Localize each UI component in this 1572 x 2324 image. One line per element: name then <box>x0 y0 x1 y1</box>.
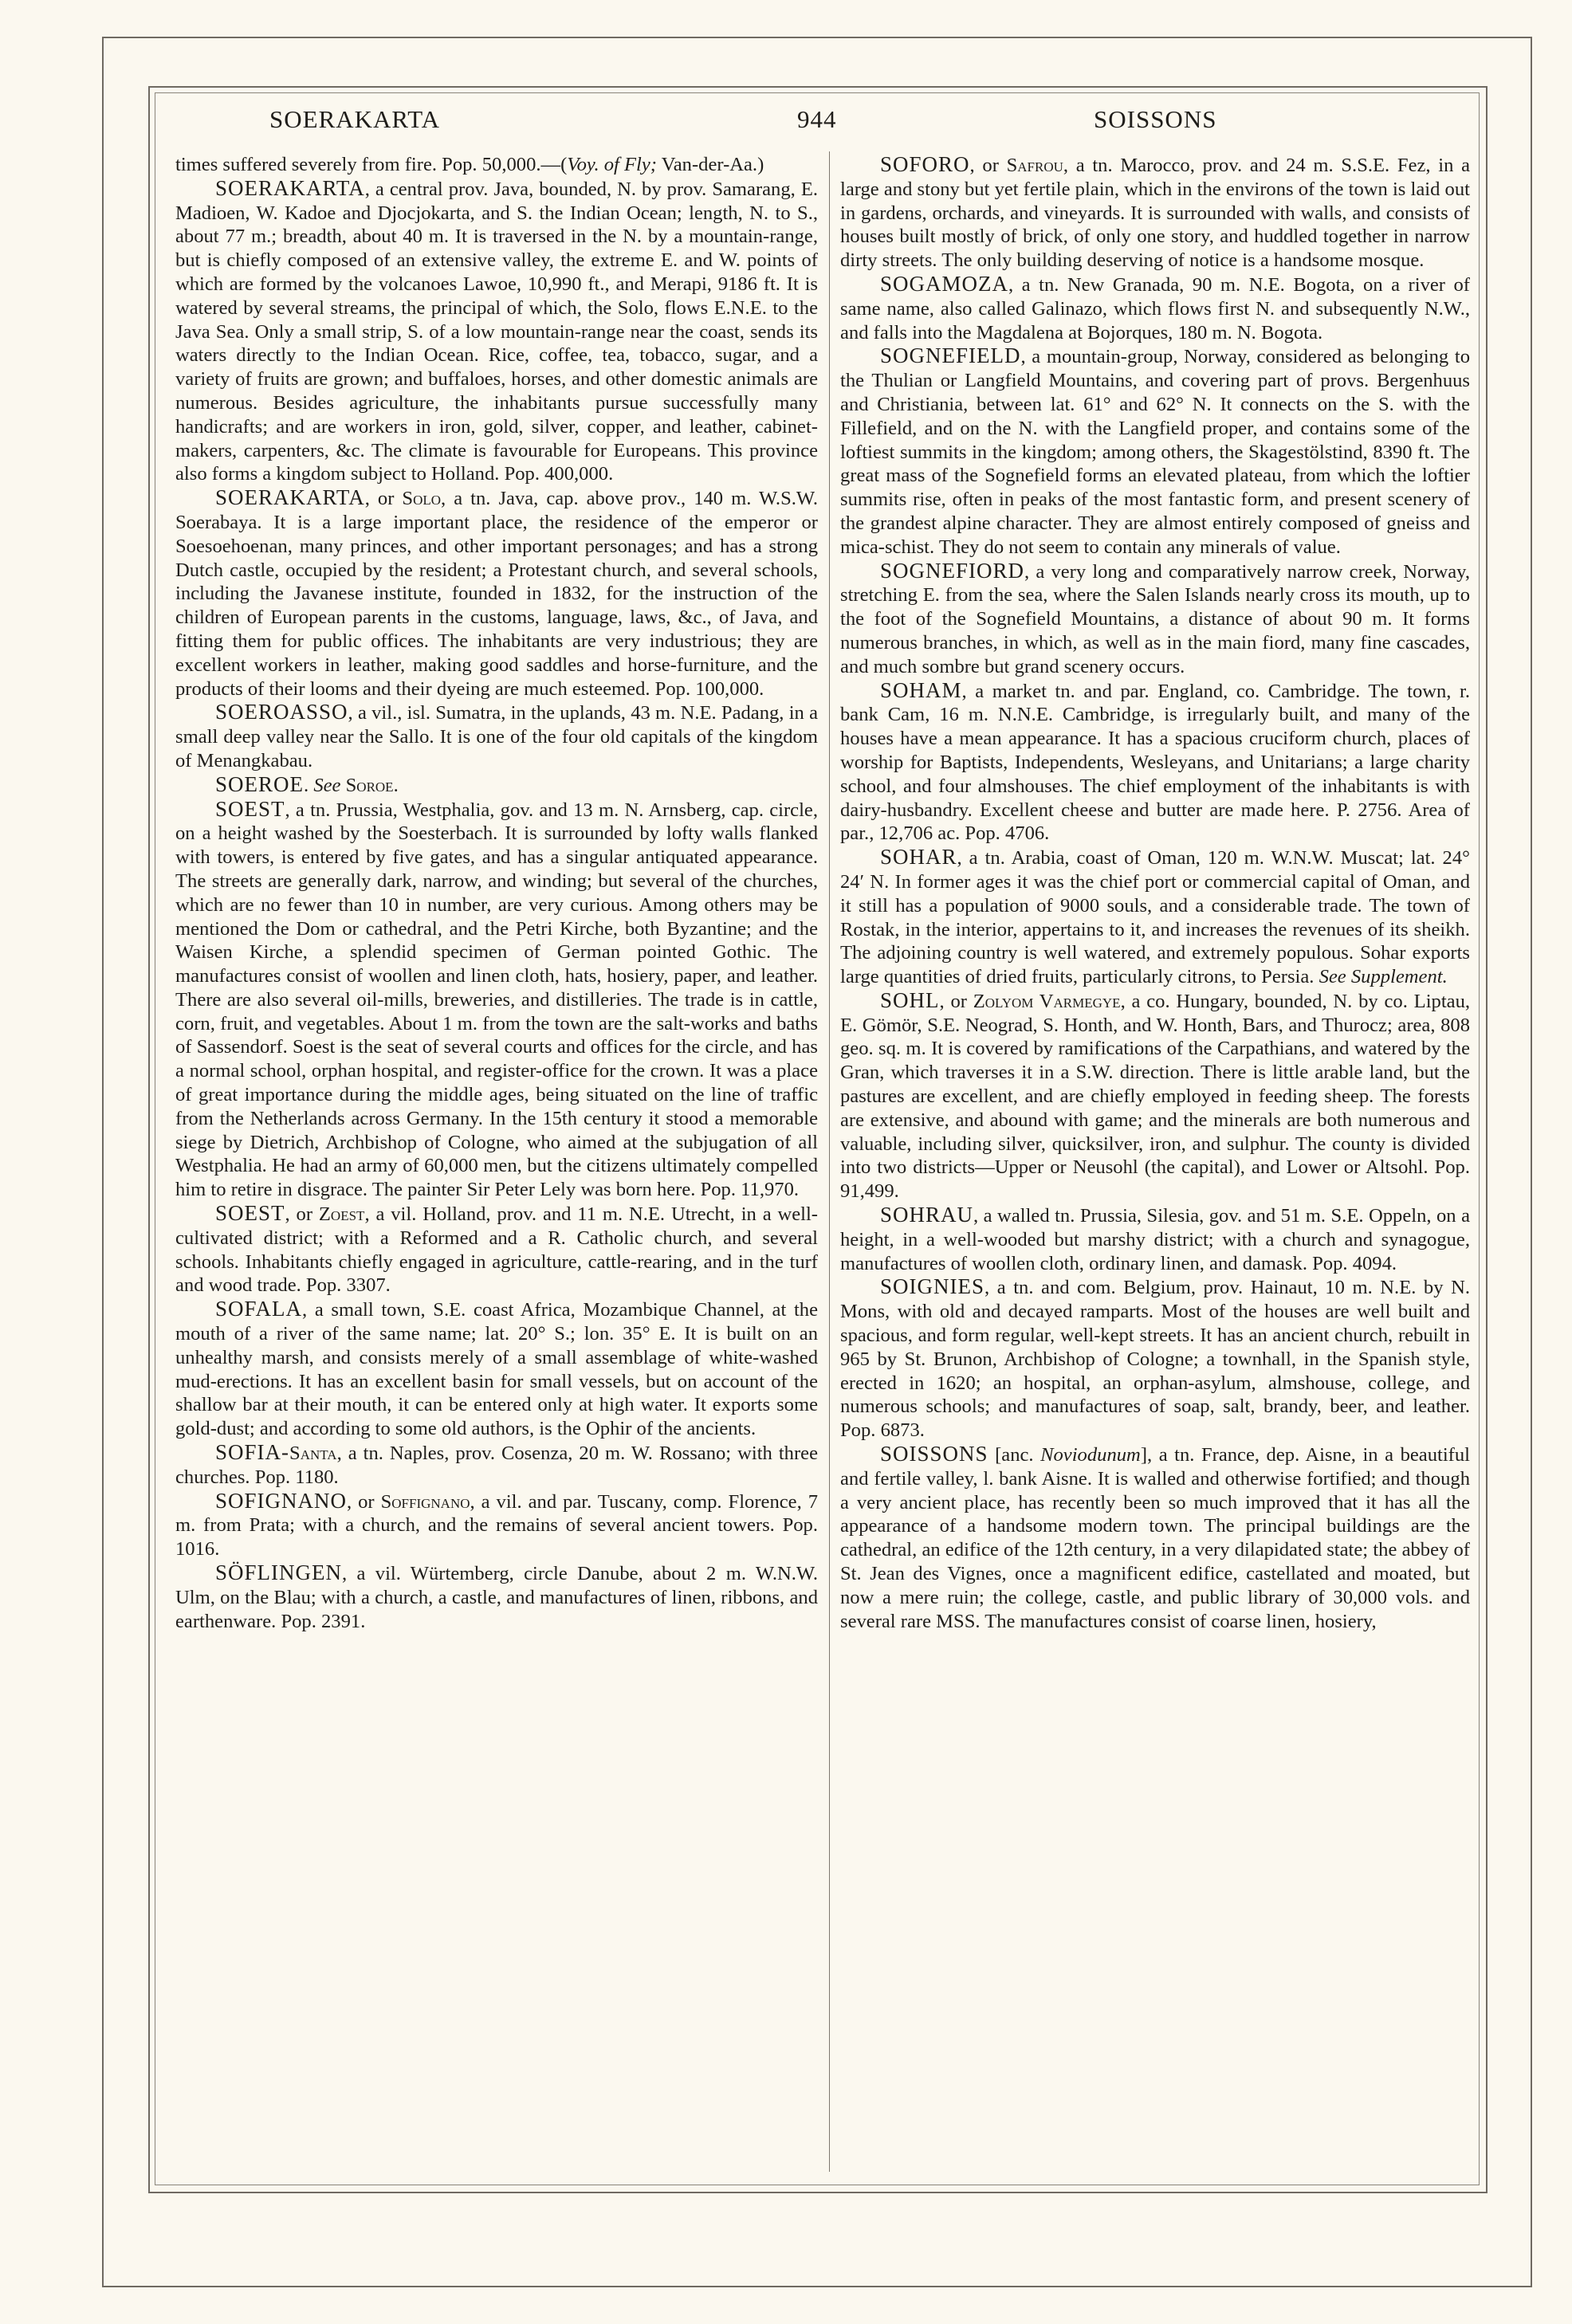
headword: SOIGNIES <box>880 1274 985 1299</box>
header-right-catchword: SOISSONS <box>1094 105 1217 133</box>
headword: SOEROASSO <box>215 700 348 724</box>
right-column <box>840 153 1470 1633</box>
entry: SOERAKARTA, a central prov. Java, bounded, N. by prov. Samarang, E. Madioen, W. Kadoe and Djocjokarta, and S. the Indian Ocean; length, N. to S., about 77 m.; breadth, about 40 m. It is traversed in the N. by a mountain-range, but is chiefly composed of an extensive valley, the extreme E. and W. points of which are formed by the volcanoes Lawoe, 10,990 ft., and Merapi, 9186 ft. It is watered by several streams, the principal of which, the Solo, flows E.N.E. to the Java Sea. Only a small strip, S. of a low mountain-range near the coast, sends its waters directly to the Indian Ocean. Rice, coffee, tea, tobacco, sugar, and a variety of fruits are grown; and buffaloes, horses, and other domestic animals are numerous. Besides agriculture, the inhabitants pursue successfully many handicrafts; and are workers in iron, gold, silver, copper, and leather, cabinet-makers, carpenters, &c. The climate is favourable for Europeans. This province also forms a kingdom subject to Holland. Pop. 400,000. <box>175 175 818 485</box>
headword: SOGAMOZA <box>880 271 1009 296</box>
headword: SOEST <box>215 796 285 821</box>
entry: SOHL, or Zolyom Varmegye, a co. Hungary, bounded, N. by co. Liptau, E. Gömör, S.E. Neograd, S. Honth, and W. Honth, Bars, and Thurocz; area, 808 geo. sq. m. It is covered by ramifications of the Carpathians, and watered by the Gran, which traverses it in a S.W. direction. There is little arable land, but the pastures are excellent, and are chiefly employed in feeding sheep. The forests are extensive, and abound with game; and the minerals are both numerous and valuable, including silver, quicksilver, iron, and sulphur. The county is divided into two districts—Upper or Neusohl (the capital), and Lower or Altsohl. Pop. 91,499. <box>840 987 1471 1203</box>
entry: SOERAKARTA, or Solo, a tn. Java, cap. above prov., 140 m. W.S.W. Soerabaya. It is a large important place, the residence of the emperor or Soesoehoenan, many princes, and other important personages; and has a strong Dutch castle, occupied by the resident; a Protestant church, and several schools, including the Javanese institute, founded in 1832, for the instruction of the children of European parents in the customs, language, laws, &c., of Java, and fitting them for public offices. The inhabitants are very industrious; they are excellent workers in leather, making good saddles and horse-furniture, and the products of their looms and their dyeing are much esteemed. Pop. 100,000. <box>175 485 818 700</box>
left-column <box>175 153 818 1633</box>
headword: SOERAKARTA <box>215 485 365 510</box>
entry: SOEST, a tn. Prussia, Westphalia, gov. and 13 m. N. Arnsberg, cap. circle, on a height washed by the Soesterbach. It is surrounded by lofty walls flanked with towers, is entered by five gates, and has a singular antiquated appearance. The streets are generally dark, narrow, and winding; but several of the churches, which are no fewer than 10 in number, are very curious. Among others may be mentioned the Dom or cathedral, and the Petri Kirche, both Byzantine; and the Waisen Kirche, a splendid specimen of German pointed Gothic. The manufactures consist of woollen and linen cloth, hats, hosiery, paper, and leather. There are also several oil-mills, breweries, and distilleries. The trade is in cattle, corn, fruit, and vegetables. About 1 m. from the town are the salt-works and baths of Sassendorf. Soest is the seat of several courts and offices for the circle, and has a normal school, orphan hospital, and register-office for the crown. It was a place of great importance during the middle ages, being situated on the line of traffic from the Netherlands across Germany. In the 15th century it stood a memorable siege by Dietrich, Archbishop of Cologne, who aimed at the subjugation of all Westphalia. He had an army of 60,000 men, but the citizens ultimately compelled him to retire in disgrace. The painter Sir Peter Lely was born here. Pop. 11,970. <box>175 796 818 1201</box>
entry: SOGNEFIORD, a very long and comparatively narrow creek, Norway, stretching E. from the sea, where the Salen Islands nearly cross its mouth, up to the foot of the Sognefield Mountains, a distance of about 90 m. It forms numerous branches, in which, as well as in the main fiord, many fine cascades, and much sombre but grand scenery occurs. <box>840 558 1470 677</box>
entry: SOEROASSO, a vil., isl. Sumatra, in the uplands, 43 m. N.E. Padang, in a small deep valley near the Sallo. It is one of the four old capitals of the kingdom of Menangkabau. <box>175 700 818 771</box>
column-divider <box>829 151 830 2172</box>
entry: SOGAMOZA, a tn. New Granada, 90 m. N.E. Bogota, on a river of same name, also called Galinazo, which flows first N. and subsequently N.W., and falls into the Magdalena at Bojorques, 180 m. N. Bogota. <box>840 271 1470 343</box>
page-number: 944 <box>797 105 837 133</box>
headword: SOFIA- <box>215 1440 290 1465</box>
entry: SOGNEFIELD, a mountain-group, Norway, considered as belonging to the Thulian or Langfield Mountains, and covering part of provs. Bergenhuus and Christiania, between lat. 61° and 62° N. It connects on the S. with the Fillefield, and on the N. with the Langfield proper, and contains some of the loftiest summits in the kingdom; among others, the Skagestölstind, 8390 ft. The great mass of the Sognefield forms an elevated plateau, from which the loftier summits rise, often in peaks of the most fantastic form, and present scenery of the grandest alpine character. They are almost entirely composed of gneiss and mica-schist. They do not seem to contain any minerals of value. <box>840 343 1470 558</box>
headword: SOGNEFIORD <box>880 558 1025 583</box>
entry: SOHAR, a tn. Arabia, coast of Oman, 120 m. W.N.W. Muscat; lat. 24° 24′ N. In former ages it was the chief port or commercial capital of Oman, and it still has a population of 9000 souls, and a considerable trade. The town of Rostak, in the interior, appertains to it, and increases the revenues of its sheikh. The adjoining country is well watered, and extremely populous. Sohar exports large quantities of dried fruits, particularly citrons, to Persia. See Supplement. <box>840 845 1470 988</box>
headword: SOHAM <box>880 677 962 702</box>
entry: SOFIGNANO, or Soffignano, a vil. and par. Tuscany, comp. Florence, 7 m. from Prata; with a church, and the remains of several ancient towers. Pop. 1016. <box>175 1488 818 1560</box>
entry: SÖFLINGEN, a vil. Würtemberg, circle Danube, about 2 m. W.N.W. Ulm, on the Blau; with a church, a castle, and manufactures of linen, ribbons, and earthenware. Pop. 2391. <box>175 1560 818 1632</box>
entry: SOIGNIES, a tn. and com. Belgium, prov. Hainaut, 10 m. N.E. by N. Mons, with old and decayed ramparts. Most of the houses are well built and spacious, and form regular, well-kept streets. It has an ancient church, rebuilt in 965 by St. Brunon, Archbishop of Cologne; a townhall, in the Spanish style, erected in 1620; an hospital, an orphan-asylum, almshouse, college, and numerous schools; and manufactures of soap, salt, brandy, beer, and leather. Pop. 6873. <box>840 1274 1470 1442</box>
entry: SOFIA-Santa, a tn. Naples, prov. Cosenza, 20 m. W. Rossano; with three churches. Pop. 1180. <box>175 1440 818 1488</box>
entry: SOHAM, a market tn. and par. England, co. Cambridge. The town, r. bank Cam, 16 m. N.N.E. Cambridge, is irregularly built, and many of the houses have a mean appearance. It has a spacious cruciform church, places of worship for Baptists, Independents, Wesleyans, and Unitarians; a large charity school, and four almshouses. The chief employment of the inhabitants is with dairy-husbandry. Excellent cheese and butter are made here. P. 2756. Area of par., 12,706 ac. Pop. 4706. <box>840 677 1470 845</box>
headword: SOHL <box>880 987 940 1012</box>
entry: SOEST, or Zoest, a vil. Holland, prov. and 11 m. N.E. Utrecht, in a well-cultivated district; with a Reformed and a R. Catholic church, and several schools. Inhabitants chiefly engaged in agriculture, cattle-rearing, and in the turf and wood trade. Pop. 3307. <box>175 1201 818 1297</box>
running-header <box>159 102 1475 139</box>
headword: SOERAKARTA <box>215 175 365 200</box>
headword: SÖFLINGEN <box>215 1560 343 1585</box>
headword: SOFALA <box>215 1297 303 1321</box>
headword: SOHAR <box>880 845 957 870</box>
headword: SOHRAU <box>880 1203 974 1227</box>
headword: SOISSONS <box>880 1442 988 1466</box>
headword: SOEST <box>215 1201 285 1226</box>
entry: SOFALA, a small town, S.E. coast Africa, Mozambique Channel, at the mouth of a river of the same name; lat. 20° S.; lon. 35° E. It is built on an unhealthy marsh, and consists merely of a small assemblage of white-washed mud-erections. It has an excellent basin for small vessels, but on account of the shallow bar at their mouth, it can be entered only at high water. It exports some gold-dust; and according to some old authors, is the Ophir of the ancients. <box>175 1297 818 1440</box>
entry: times suffered severely from fire. Pop. 50,000.—(Voy. of Fly; Van-der-Aa.) <box>175 154 764 175</box>
headword: SOEROE <box>215 771 305 796</box>
header-left-catchword: SOERAKARTA <box>269 105 441 133</box>
headword: SOGNEFIELD <box>880 343 1021 368</box>
entry: SOFORO, or Safrou, a tn. Marocco, prov. and 24 m. S.S.E. Fez, in a large and stony but yet fertile plain, which in the environs of the town is laid out in gardens, orchards, and vineyards. It is surrounded with walls, and consists of houses built mostly of brick, of only one story, and huddled together in narrow dirty streets. The only building deserving of notice is a handsome mosque. <box>840 152 1470 272</box>
entry: SOISSONS [anc. Noviodunum], a tn. France, dep. Aisne, in a beautiful and fertile valley, l. bank Aisne. It is walled and otherwise fortified; and though a very ancient place, has recently been so much improved that it has all the appearance of a handsome modern town. The principal buildings are the cathedral, an edifice of the 12th century, in a very dilapidated state; the abbey of St. Jean des Vignes, once a magnificent edifice, castellated and moated, but now a mere ruin; the college, castle, and public library of 30,000 vols. and several rare MSS. The manufactures consist of coarse linen, hosiery, <box>840 1442 1470 1632</box>
entry: SOEROE. See Soroe. <box>215 771 399 796</box>
headword: SOFIGNANO <box>215 1488 348 1513</box>
headword: SOFORO <box>880 152 970 176</box>
entry: SOHRAU, a walled tn. Prussia, Silesia, gov. and 51 m. S.E. Oppeln, on a height, in a well-wooded but marshy district; with a church and synagogue, manufactures of woollen cloth, ordinary linen, and damask. Pop. 4094. <box>840 1203 1470 1274</box>
